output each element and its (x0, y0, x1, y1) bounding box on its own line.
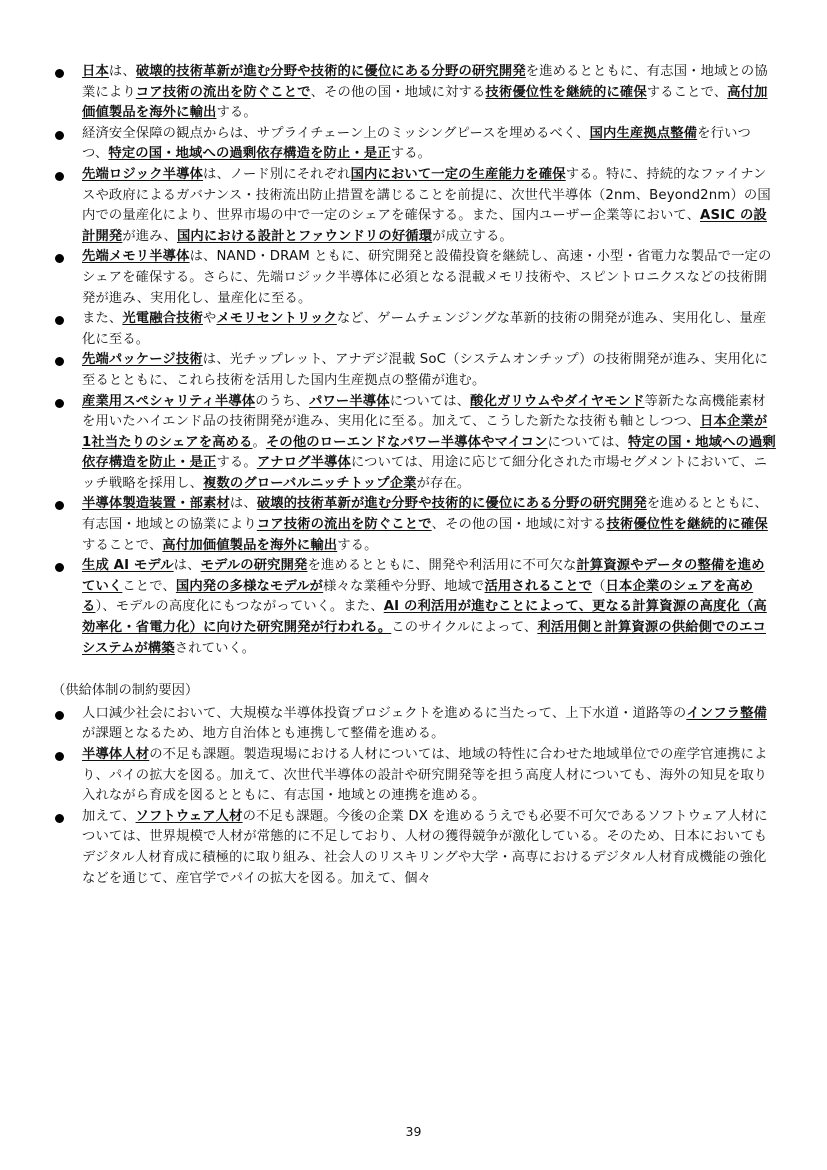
body-text: 等新たな高機能素材を用いたハイエンド品の技術開発が進み、実用化に至る。加えて、こうした新たな技術も軸としつつ、 (82, 393, 766, 430)
bullet-item (52, 124, 776, 165)
body-text: 人口減少社会において、大規模な半導体投資プロジェクトを進めるに当たって、上下水道・道路等の (82, 705, 687, 721)
bullet-item (52, 556, 776, 659)
body-text: が進み、 (122, 228, 177, 244)
emphasized-text: 先端ロジック半導体 (82, 166, 204, 182)
emphasized-text: 特定の国・地域への過剰依存構造を防止・是正 (108, 146, 391, 162)
body-text: は、NAND・DRAM ともに、研究開発と設備投資を継続し、高速・小型・省電力な製品で一定のシェアを確保する。さらに、先端ロジック半導体に必須となる混載メモリ技術や、スピントロニクスなどの技術開発が進み、実用化し、量産化に至る。 (82, 249, 772, 306)
bullet-item (52, 350, 776, 391)
emphasized-text: 半導体製造装置・部素材 (82, 496, 230, 512)
body-text: する。 (216, 455, 257, 471)
body-text: を進めるとともに、有志国・地域との協業により (82, 496, 768, 533)
body-text: が課題となるため、地方自治体とも連携して整備を進める。 (82, 726, 445, 742)
emphasized-text: 国内生産拠点整備 (589, 125, 698, 141)
emphasized-text: パワー半導体 (309, 393, 390, 409)
body-text: このサイクルによって、 (391, 620, 538, 636)
body-text: されていく。 (174, 640, 256, 656)
emphasized-text: コア技術の流出を防ぐことで (256, 517, 432, 533)
body-text: が成立する。 (432, 228, 513, 244)
bullet-list-constraints (52, 704, 776, 889)
body-text: 加えて、 (82, 808, 136, 824)
body-text: は、ノード別にそれぞれ (203, 166, 351, 182)
emphasized-text: 技術優位性を継続的に確保 (606, 517, 768, 533)
emphasized-text: その他のローエンドなパワー半導体やマイコン (265, 434, 548, 450)
emphasized-text: 産業用スペシャリティ半導体 (82, 393, 256, 409)
emphasized-text: 破壊的技術革新が進む分野や技術的に優位にある分野の研究開発 (135, 64, 526, 79)
emphasized-text: 国内における設計とファウンドリの好循環 (176, 228, 433, 244)
body-text: また、 (82, 311, 123, 327)
bullet-item (52, 807, 776, 889)
page-number: 39 (405, 1124, 422, 1139)
body-text: を進めるとともに、有志国・地域との協業により (82, 64, 768, 100)
emphasized-text: 複数のグローバルニッチトップ企業 (203, 475, 417, 491)
emphasized-text: モデルの研究開発 (200, 558, 308, 574)
body-text: 様々な業種や分野、地域で (323, 578, 485, 594)
emphasized-text: 日本企業が1社当たりのシェアを高める (82, 414, 768, 450)
emphasized-text: 計算資源やデータの整備を進めていく (82, 558, 765, 594)
emphasized-text: 生成 AI モデル (82, 558, 174, 574)
emphasized-text: 高付加価値製品を海外に輸出 (162, 537, 338, 553)
body-text: は、 (173, 558, 201, 574)
body-text: ）、モデルの高度化にもつながっていく。また、 (95, 599, 384, 615)
body-text: することで、 (82, 537, 163, 553)
emphasized-text: ソフトウェア人材 (135, 808, 243, 824)
emphasized-text: 先端パッケージ技術 (82, 352, 203, 368)
document-body (52, 62, 776, 889)
body-text: する。 (337, 537, 378, 553)
body-text: は、 (229, 496, 257, 512)
emphasized-text: 破壊的技術革新が進む分野や技術的に優位にある分野の研究開発 (256, 496, 647, 512)
emphasized-text: 国内発の多様なモデルが (175, 578, 324, 594)
body-text: する。 (390, 146, 432, 162)
bullet-item (52, 62, 776, 124)
body-text: のうち、 (255, 393, 310, 409)
emphasized-text: 日本 (82, 64, 109, 79)
section-heading: （供給体制の制約要因） (52, 683, 199, 699)
body-text: の不足も課題。製造現場における人材については、地域の特性に合わせた地域単位での産学官連携により、パイの拡大を図る。加えて、次世代半導体の設計や研究開発等を担う高度人材についても、海外の知見を取り入れながら育成を図るとともに、有志国・地域との連携を進める。 (82, 747, 768, 804)
body-text: の不足も課題。今後の企業 DX を進めるうえでも必要不可欠であるソフトウェア人材については、世界規模で人材が常態的に不足しており、人材の獲得競争が激化している。そのため、日本においてもデジタル人材育成に積極的に取り組み、社会人のリスキリングや大学・高専におけるデジタル人材育成機能の強化などを通じて、産官学でパイの拡大を図る。加えて、個々 (82, 808, 768, 886)
emphasized-text: ASIC の設計開発 (82, 208, 767, 244)
emphasized-text: 利活用側と計算資源の供給側でのエコシステムが構築 (82, 620, 766, 656)
body-text: など、ゲームチェンジングな革新的技術の開発が進み、実用化し、量産化に至る。 (82, 311, 767, 347)
body-text: 経済安全保障の観点からは、サプライチェーン上のミッシングピースを埋めるべく、 (82, 125, 590, 141)
emphasized-text: 光電融合技術 (122, 311, 204, 327)
bullet-item (52, 704, 776, 745)
emphasized-text: 活用されることで (484, 578, 593, 594)
bullet-item (52, 392, 776, 495)
bullet-item (52, 309, 776, 350)
body-text: （ (592, 578, 606, 594)
bullet-item (52, 247, 776, 309)
body-text: は、光チップレット、アナデジ混載 SoC（システムオンチップ）の技術開発が進み、実用化に至るとともに、これら技術を活用した国内生産拠点の整備が進む。 (82, 352, 769, 388)
body-text: は、 (108, 64, 136, 79)
emphasized-text: AI の利活用が進むことによって、更なる計算資源の高度化（高効率化・省電力化）に向けた研究開発が行われる。 (82, 599, 767, 636)
body-text: や (203, 311, 217, 327)
body-text: については、 (547, 434, 628, 450)
body-text: ことで、 (122, 578, 176, 594)
emphasized-text: 高付加価値製品を海外に輸出 (82, 84, 768, 121)
emphasized-text: 技術優位性を継続的に確保 (485, 84, 647, 100)
emphasized-text: 半導体人材 (82, 747, 150, 762)
body-text: する。特に、持続的なファイナンスや政府によるガバナンス・技術流出防止措置を講じることを前提に、次世代半導体（2nm、Beyond2nm）の国内での量産化により、世界市場の中で一定のシェアを確保する。また、国内ユーザー企業等において、 (82, 166, 771, 224)
bullet-list-outlook (52, 62, 776, 659)
emphasized-text: 日本企業のシェアを高める (82, 578, 754, 615)
body-text: することで、 (646, 84, 728, 100)
body-text: については、用途に応じて細分化された市場セグメントにおいて、ニッチ戦略を採用し、 (82, 455, 768, 491)
emphasized-text: 特定の国・地域への過剰依存構造を防止・是正 (82, 434, 776, 471)
body-text: 、その他の国・地域に対する (310, 84, 486, 100)
emphasized-text: 酸化ガリウムやダイヤモンド (470, 393, 645, 409)
body-text: については、 (389, 393, 471, 409)
body-text: する。 (216, 105, 257, 121)
emphasized-text: インフラ整備 (686, 705, 767, 721)
emphasized-text: メモリセントリック (216, 311, 337, 327)
body-text: を行いつつ、 (82, 125, 751, 162)
emphasized-text: 先端メモリ半導体 (82, 249, 190, 265)
body-text: を進めるとともに、開発や利活用に不可欠な (307, 558, 577, 574)
bullet-item (52, 494, 776, 556)
emphasized-text: コア技術の流出を防ぐことで (135, 84, 311, 100)
emphasized-text: 国内において一定の生産能力を確保 (350, 166, 566, 182)
bullet-item (52, 745, 776, 807)
emphasized-text: アナログ半導体 (256, 455, 351, 471)
bullet-item (52, 165, 776, 247)
body-text: 、その他の国・地域に対する (431, 517, 607, 533)
body-text: 。 (252, 434, 266, 450)
body-text: が存在。 (416, 475, 471, 491)
